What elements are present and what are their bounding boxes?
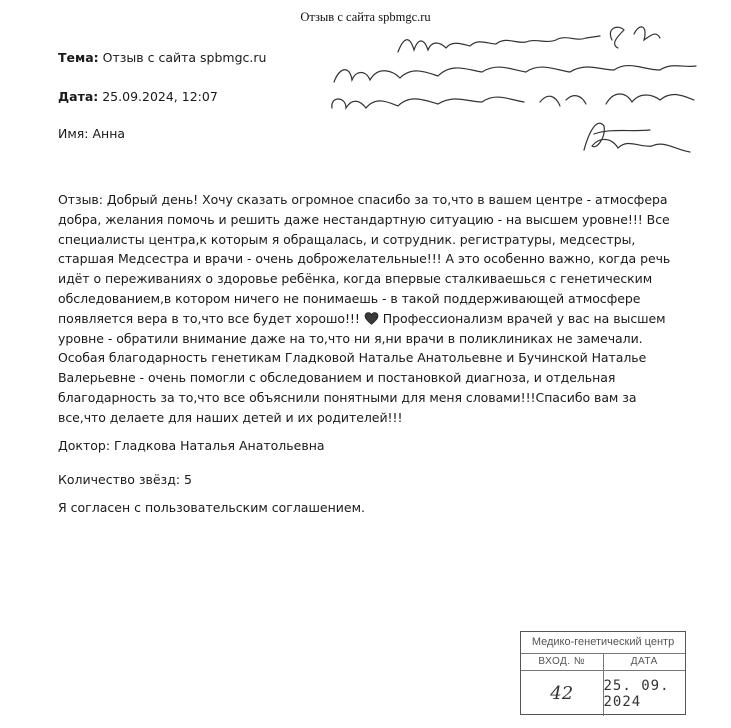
review-line: Отзыв: Добрый день! Хочу сказать огромное спасибо за то,что в вашем центре - атмосфера: [58, 192, 668, 207]
stamp-date-value: 25. 09. 2024: [603, 677, 670, 710]
subject-value: Отзыв с сайта spbmgc.ru: [102, 50, 267, 65]
review-line: Валерьевне - очень помогли с обследованием и постановкой диагноза, и отдельная: [58, 370, 616, 386]
name-line: Имя: Анна: [58, 126, 126, 141]
page-title: Отзыв с сайта spbmgc.ru: [300, 10, 431, 24]
stamp-date-label: ДАТА: [604, 654, 686, 671]
date-value: 25.09.2024, 12:07: [102, 89, 218, 104]
review-line: благодарность за то,что все объяснили понятными для меня словами!!!Спасибо вам за: [58, 389, 637, 405]
review-line: идёт о переживаниях о здоровье ребёнка, когда впервые сталкиваешься с генетическим: [58, 271, 653, 287]
review-line: обследованием,в котором ничего не понимаешь - в такой поддерживающей атмосфере: [58, 290, 641, 306]
registration-stamp: [520, 631, 686, 715]
review-line: специалисты центра,к которым я обращалась, и сотрудник. регистратуры, медсестры,: [58, 231, 636, 247]
review-line: Особая благодарность генетикам Гладковой Наталье Анатольевне и Бучинской Наталье: [58, 350, 647, 366]
review-text: [58, 190, 708, 428]
review-line-part: Профессионализм врачей у вас на высшем: [382, 310, 666, 326]
stamp-in-number: 42: [550, 683, 574, 704]
subject-line: [58, 49, 266, 66]
agreement-line: Я согласен с пользовательским соглашением.: [58, 500, 365, 515]
stamp-in-label: ВХОД. №: [521, 654, 603, 671]
date-label: Дата:: [58, 89, 99, 104]
review-line: старшая Медсестра и врачи - очень доброжелательные!!! А это особенно важно, когда речь: [58, 251, 671, 267]
subject-label: Тема:: [58, 50, 99, 65]
date-line: [58, 88, 218, 105]
review-line: добра, желания помочь и решить даже нестандартную ситуацию - на высшем уровне!!! Все: [58, 211, 670, 227]
rating-line: Количество звёзд: 5: [58, 472, 192, 487]
review-line-part: появляется вера в то,что все будет хорошо!!!: [58, 310, 360, 326]
review-line: [58, 309, 708, 329]
review-line: уровне - обратили внимание даже на то,что ни я,ни врачи в поликлиниках не замечали.: [58, 330, 643, 346]
stamp-title: Медико-генетический центр: [521, 632, 685, 654]
review-line: все,что делаете для наших детей и их родителей!!!: [58, 409, 403, 425]
black-heart-icon: [364, 312, 379, 325]
doctor-line: Доктор: Гладкова Наталья Анатольевна: [58, 438, 325, 453]
